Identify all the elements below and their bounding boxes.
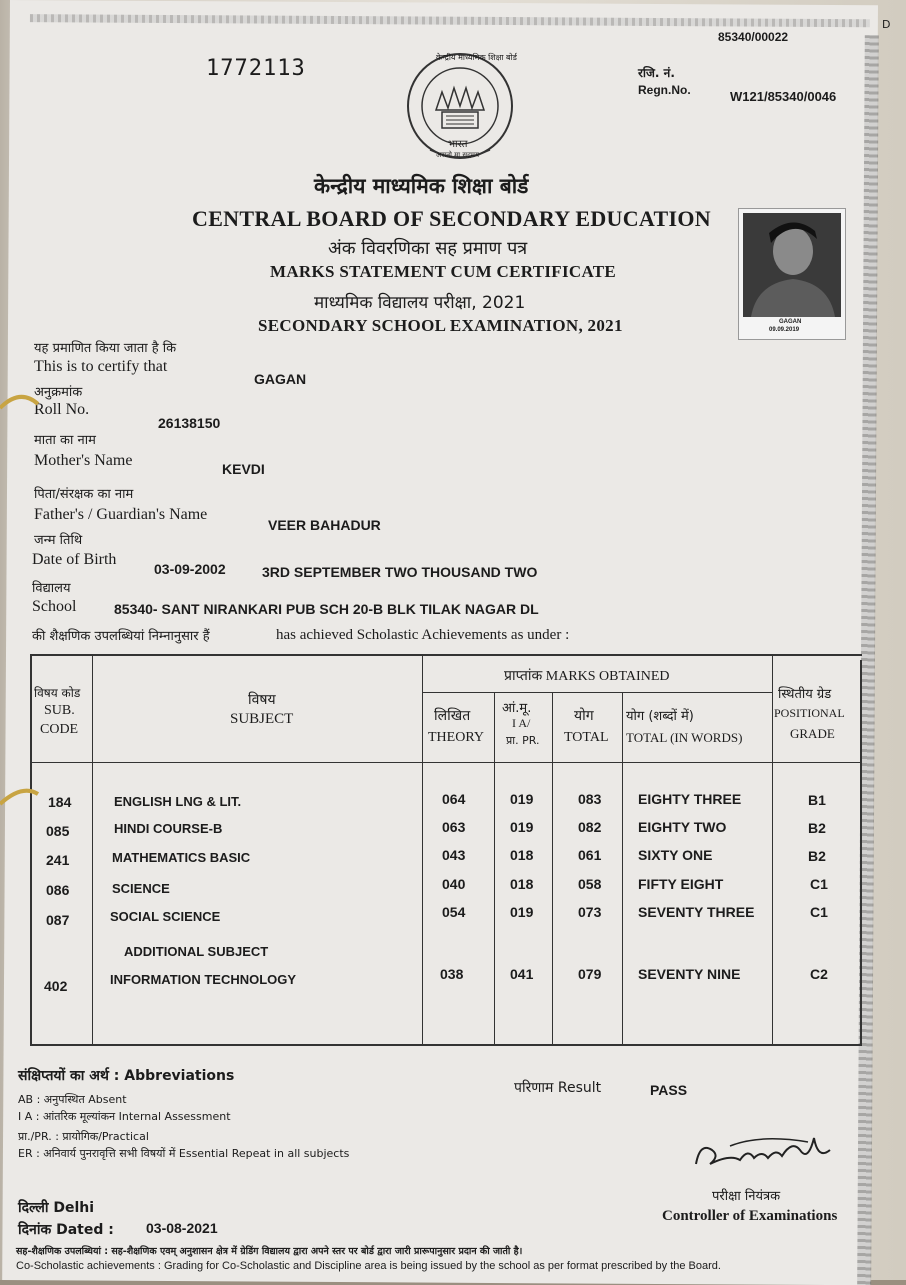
- row-theory: 063: [442, 819, 466, 835]
- regn-label-hi: रजि. नं.: [638, 66, 675, 80]
- doc-title-en: MARKS STATEMENT CUM CERTIFICATE: [270, 262, 617, 281]
- school-label-en: School: [32, 598, 77, 615]
- emblem-ring-text: केन्द्रीय माध्यमिक शिक्षा बोर्ड: [436, 53, 517, 62]
- photo-caption-date: 09.09.2019: [769, 327, 800, 333]
- regn-label-en: Regn.No.: [638, 83, 691, 97]
- row-theory: 040: [442, 876, 466, 892]
- row-theory: 054: [442, 904, 466, 920]
- mother-name: KEVDI: [222, 461, 265, 477]
- row-total: 061: [578, 847, 602, 863]
- table-header-divider: [30, 762, 862, 763]
- place: दिल्ली Delhi: [18, 1200, 95, 1216]
- photo-caption-name: GAGAN: [779, 319, 802, 325]
- header-ia-pr: प्रा. PR.: [506, 734, 540, 747]
- dob-label-hi: जन्म तिथि: [34, 533, 83, 548]
- header-theory-hi: लिखित: [434, 708, 471, 724]
- father-label-en: Father's / Guardian's Name: [34, 506, 208, 523]
- result-value: PASS: [650, 1082, 688, 1098]
- board-title-hi: केन्द्रीय माध्यमिक शिक्षा बोर्ड: [314, 174, 529, 198]
- row-code: 087: [46, 912, 70, 928]
- row-grade: B1: [808, 792, 826, 808]
- row-subject: ENGLISH LNG & LIT.: [114, 794, 242, 809]
- row-words: FIFTY EIGHT: [638, 876, 724, 892]
- row-ia: 041: [510, 966, 534, 982]
- certify-label-hi: यह प्रमाणित किया जाता है कि: [34, 341, 177, 356]
- row-ia: 018: [510, 876, 534, 892]
- certificate-content: [10, 0, 891, 1280]
- dated-label: दिनांक Dated :: [18, 1222, 114, 1238]
- row-total: 058: [578, 876, 602, 892]
- binder-ring-top: [0, 388, 40, 423]
- row-total: 082: [578, 819, 602, 835]
- row-total: 083: [578, 791, 602, 807]
- col-divider-total: [622, 692, 623, 1046]
- header-ia-hi: आं.मू.: [502, 701, 532, 716]
- result-label: परिणाम Result: [514, 1080, 602, 1096]
- abbr-pr: प्रा./PR. : प्रायोगिक/Practical: [18, 1130, 149, 1143]
- abbreviations-title: संक्षिप्तयों का अर्थ : Abbreviations: [18, 1068, 235, 1084]
- exam-title-en: SECONDARY SCHOOL EXAMINATION, 2021: [258, 316, 623, 335]
- top-code: 85340/00022: [718, 30, 789, 44]
- row-ia: 019: [510, 819, 534, 835]
- row-words: EIGHTY TWO: [638, 819, 727, 835]
- dob-value: 03-09-2002: [154, 561, 226, 577]
- abbr-ia: I A : आंतरिक मूल्यांकन Internal Assessment: [18, 1110, 231, 1123]
- row-ia: 018: [510, 847, 534, 863]
- exam-title-hi: माध्यमिक विद्यालय परीक्षा, 2021: [314, 293, 526, 313]
- row-code: 402: [44, 978, 68, 994]
- col-divider-code: [92, 656, 93, 1046]
- row-subject: HINDI COURSE-B: [114, 821, 223, 836]
- board-title-en: CENTRAL BOARD OF SECONDARY EDUCATION: [192, 206, 711, 231]
- corner-tag: D: [882, 18, 891, 31]
- header-code-hi: विषय कोड: [34, 686, 81, 700]
- row-words: EIGHTY THREE: [638, 791, 742, 807]
- mother-label-en: Mother's Name: [34, 452, 133, 469]
- row-code: 184: [48, 794, 72, 810]
- mother-label-hi: माता का नाम: [34, 433, 96, 448]
- row-grade: B2: [808, 820, 826, 836]
- table-border-top: [30, 654, 862, 656]
- emblem-motto: असतो मा सद्गमय: [436, 151, 480, 159]
- row-theory: 064: [442, 791, 466, 807]
- row-code: 241: [46, 852, 70, 868]
- roll-number: 26138150: [158, 415, 221, 431]
- row-grade: C2: [810, 966, 828, 982]
- row-subject: SOCIAL SCIENCE: [110, 909, 221, 924]
- row-theory: 043: [442, 847, 466, 863]
- header-subject-en: SUBJECT: [230, 711, 294, 727]
- school-label-hi: विद्यालय: [32, 581, 71, 596]
- header-theory-en: THEORY: [428, 730, 484, 745]
- candidate-photo-image: [743, 213, 841, 317]
- row-grade: B2: [808, 848, 826, 864]
- father-label-hi: पिता/संरक्षक का नाम: [34, 487, 134, 502]
- certify-label-en: This is to certify that: [34, 358, 168, 375]
- roll-label-en: Roll No.: [34, 401, 90, 418]
- header-total-en: TOTAL: [564, 730, 609, 745]
- row-code: 085: [46, 823, 70, 839]
- col-divider-theory: [494, 692, 495, 1046]
- controller-title-hi: परीक्षा नियंत्रक: [712, 1189, 781, 1204]
- controller-signature: [690, 1120, 840, 1180]
- row-grade: C1: [810, 876, 828, 892]
- dob-label-en: Date of Birth: [32, 551, 117, 568]
- school-name: 85340- SANT NIRANKARI PUB SCH 20-B BLK TILAK NAGAR DL: [114, 601, 539, 617]
- dob-words: 3RD SEPTEMBER TWO THOUSAND TWO: [262, 564, 538, 580]
- header-total-hi: योग: [574, 708, 594, 724]
- row-theory: 038: [440, 966, 464, 982]
- header-grade-en1: POSITIONAL: [774, 706, 845, 720]
- table-border-bottom: [30, 1044, 862, 1046]
- header-code-en1: SUB.: [44, 703, 75, 718]
- abbr-er: ER : अनिवार्य पुनरावृत्ति सभी विषयों में Essential Repeat in all subjects: [18, 1147, 350, 1160]
- issue-date: 03-08-2021: [146, 1220, 218, 1236]
- row-total: 073: [578, 904, 602, 920]
- row-ia: 019: [510, 791, 534, 807]
- marks-group-divider: [422, 692, 772, 693]
- doc-title-hi: अंक विवरणिका सह प्रमाण पत्र: [328, 238, 528, 259]
- col-divider-words: [772, 656, 773, 1046]
- row-subject: SCIENCE: [112, 881, 170, 896]
- row-subject: INFORMATION TECHNOLOGY: [110, 972, 297, 987]
- row-words: SIXTY ONE: [638, 847, 713, 863]
- row-subject: MATHEMATICS BASIC: [112, 850, 251, 865]
- achieved-label-hi: की शैक्षणिक उपलब्धियां निम्नानुसार हैं: [32, 629, 210, 644]
- header-words-en: TOTAL (IN WORDS): [626, 730, 743, 745]
- header-grade-en2: GRADE: [790, 726, 835, 741]
- co-scholastic-note-hi: सह-शैक्षणिक उपलब्धियां : सह-शैक्षणिक एवम् अनुशासन क्षेत्र में ग्रेडिंग विद्यालय द्वारा अपने स्तर पर बोर्ड द्वारा जारी प्रारूपानुसार प्रदान की जाती है।: [16, 1246, 523, 1257]
- regn-number: W121/85340/0046: [730, 89, 837, 104]
- emblem-country: भारत: [448, 139, 468, 150]
- row-ia: 019: [510, 904, 534, 920]
- achieved-label-en: has achieved Scholastic Achievements as under :: [276, 627, 570, 643]
- row-grade: C1: [810, 904, 828, 920]
- col-divider-ia: [552, 692, 553, 1046]
- header-grade-hi: स्थितीय ग्रेड: [778, 687, 832, 702]
- row-code: 086: [46, 882, 70, 898]
- col-divider-subject: [422, 656, 423, 1046]
- header-words-hi: योग (शब्दों में): [626, 709, 694, 724]
- binder-ring-bottom: [0, 780, 40, 815]
- roll-label-hi: अनुक्रमांक: [34, 385, 83, 400]
- co-scholastic-note-en: Co-Scholastic achievements : Grading for Co-Scholastic and Discipline area is being issued by the school as per format prescribed by the Board.: [16, 1260, 721, 1272]
- header-marks-group: प्राप्तांक MARKS OBTAINED: [504, 669, 670, 684]
- header-ia-en: I A/: [512, 716, 531, 730]
- row-total: 079: [578, 966, 602, 982]
- candidate-name: GAGAN: [254, 371, 307, 387]
- header-subject-hi: विषय: [248, 692, 276, 708]
- header-code-en2: CODE: [40, 722, 79, 737]
- table-border-right: [860, 660, 862, 1046]
- abbr-ab: AB : अनुपस्थित Absent: [18, 1093, 127, 1106]
- additional-subject-label: ADDITIONAL SUBJECT: [124, 944, 269, 959]
- cbse-emblem: [402, 50, 518, 168]
- father-name: VEER BAHADUR: [268, 517, 381, 533]
- row-words: SEVENTY NINE: [638, 966, 741, 982]
- row-words: SEVENTY THREE: [638, 904, 755, 920]
- serial-number: 1772113: [206, 56, 306, 81]
- table-border-left: [30, 654, 32, 1046]
- controller-title-en: Controller of Examinations: [662, 1208, 838, 1224]
- candidate-photo: [738, 208, 846, 340]
